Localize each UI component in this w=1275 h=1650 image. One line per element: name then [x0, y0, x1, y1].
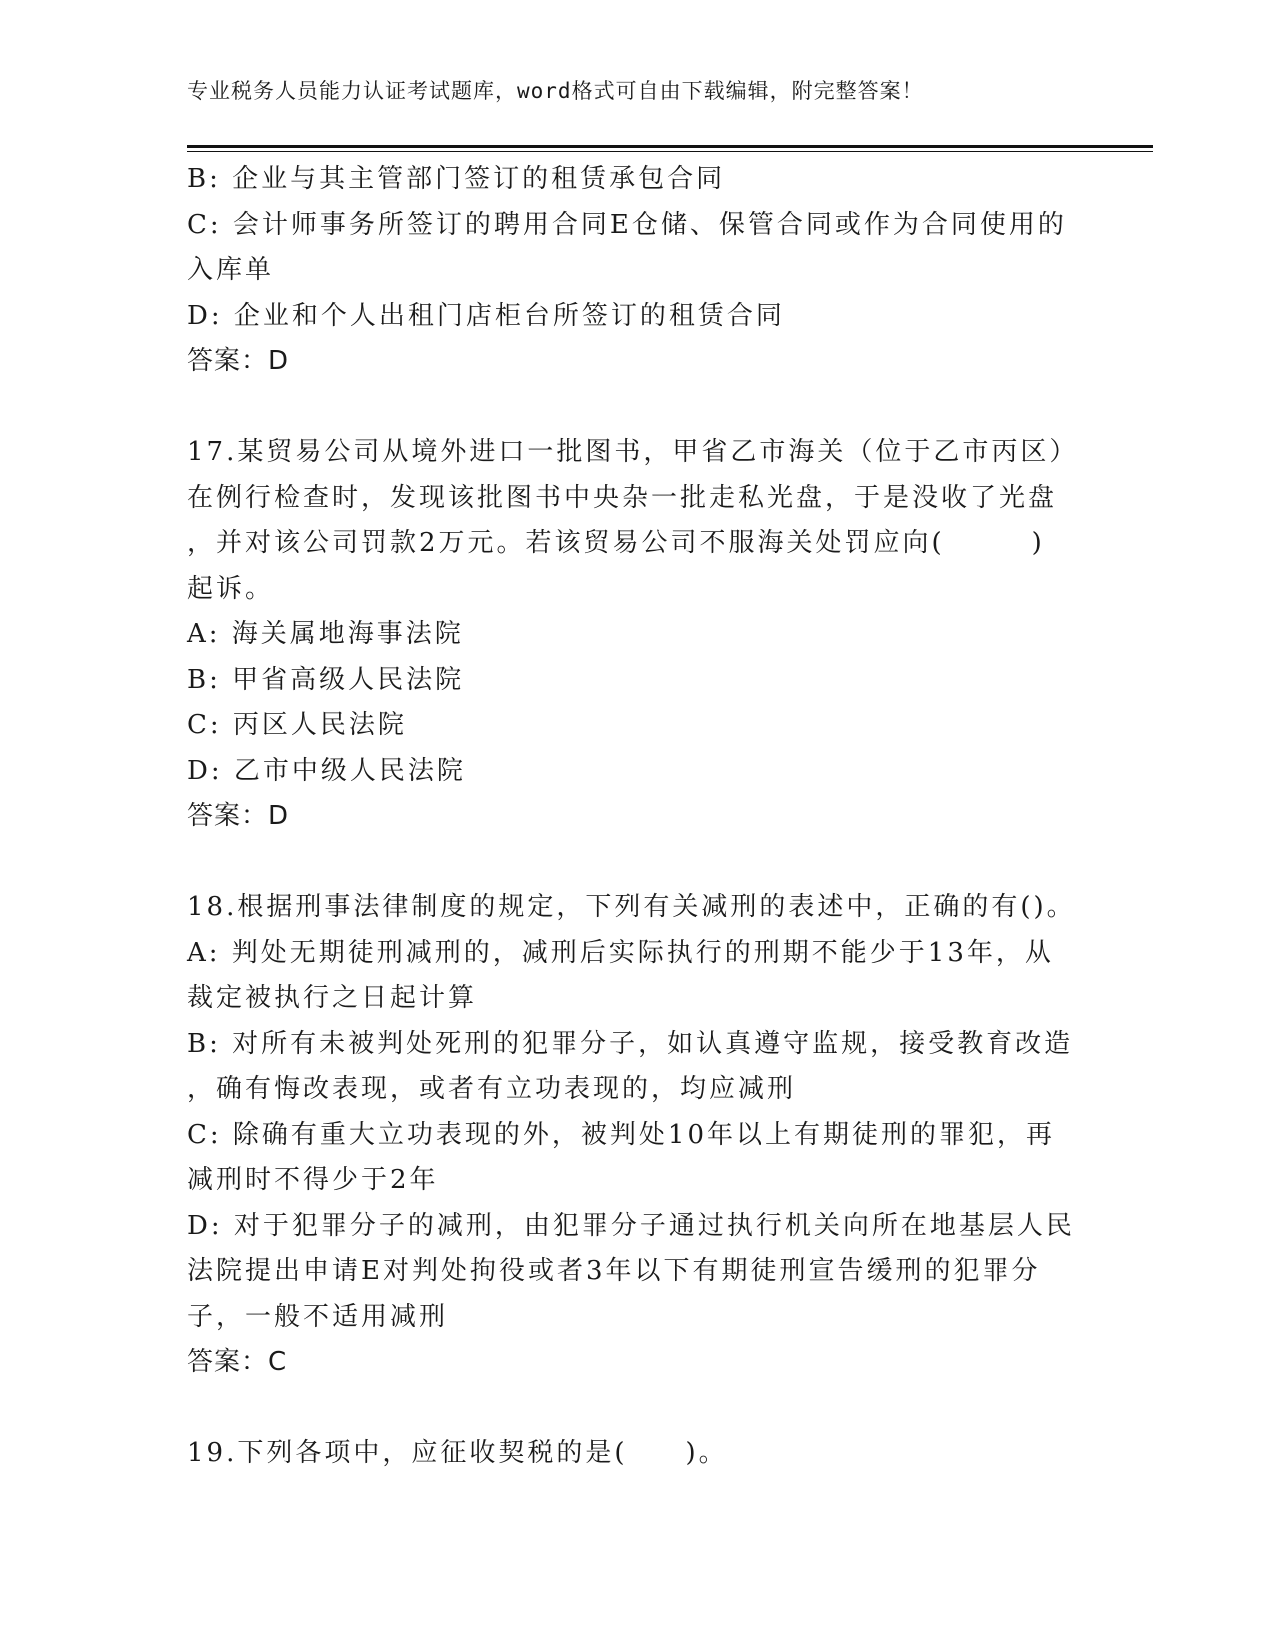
q18-option-d: D: 对于犯罪分子的减刑，由犯罪分子通过执行机关向所在地基层人民: [187, 1210, 1075, 1241]
q17-stem-line-1: 17.某贸易公司从境外进口一批图书，甲省乙市海关（位于乙市丙区）: [187, 437, 1079, 467]
q18-answer: 答案：C: [187, 1347, 288, 1377]
q17-option-b: B: 甲省高级人民法院: [187, 664, 465, 695]
q17-stem-line-4: 起诉。: [187, 573, 275, 604]
q18-option-a: A: 判处无期徒刑减刑的，减刑后实际执行的刑期不能少于13年，从: [187, 937, 1054, 968]
q18-option-c: C: 除确有重大立功表现的外，被判处10年以上有期徒刑的罪犯，再: [187, 1119, 1056, 1150]
q17-option-a: A: 海关属地海事法院: [187, 619, 464, 649]
q16-option-c-cont: 入库单: [187, 255, 275, 285]
q16-option-d: D: 企业和个人出租门店柜台所签订的租赁合同: [187, 300, 785, 331]
q17-answer: 答案：D: [187, 801, 290, 831]
q17-option-d: D: 乙市中级人民法院: [187, 755, 466, 786]
spacer: [187, 1386, 1087, 1432]
header-rule-thick: [187, 145, 1153, 148]
q16-option-b: B: 企业与其主管部门签订的租赁承包合同: [187, 164, 726, 194]
question-content: [187, 157, 1087, 1477]
q16-option-c: C: 会计师事务所签订的聘用合同E仓储、保管合同或作为合同使用的: [187, 209, 1067, 240]
q18-option-c-cont: 减刑时不得少于2年: [187, 1165, 439, 1195]
q19-stem: 19.下列各项中，应征收契税的是( )。: [187, 1438, 728, 1468]
spacer: [187, 385, 1087, 431]
q18-option-a-cont: 裁定被执行之日起计算: [187, 983, 478, 1013]
q18-option-b-cont: ，确有悔改表现，或者有立功表现的，均应减刑: [187, 1074, 797, 1104]
header-rule-thin: [187, 151, 1153, 152]
q17-option-c: C: 丙区人民法院: [187, 710, 407, 740]
page-header: 专业税务人员能力认证考试题库，word格式可自由下载编辑，附完整答案！: [187, 79, 924, 103]
q18-stem: 18.根据刑事法律制度的规定，下列有关减刑的表述中，正确的有()。: [187, 892, 1076, 922]
spacer: [187, 840, 1087, 886]
q17-stem-line-2: 在例行检查时，发现该批图书中央杂一批走私光盘，于是没收了光盘: [187, 482, 1058, 513]
q18-option-d-cont-2: 子，一般不适用减刑: [187, 1301, 449, 1332]
q17-stem-line-3: ，并对该公司罚款2万元。若该贸易公司不服海关处罚应向( ): [187, 528, 1045, 558]
q18-option-d-cont-1: 法院提出申请E对判处拘役或者3年以下有期徒刑宣告缓刑的犯罪分: [187, 1256, 1041, 1286]
q18-option-b: B: 对所有未被判处死刑的犯罪分子，如认真遵守监规，接受教育改造: [187, 1028, 1074, 1059]
q16-answer: 答案：D: [187, 346, 290, 376]
